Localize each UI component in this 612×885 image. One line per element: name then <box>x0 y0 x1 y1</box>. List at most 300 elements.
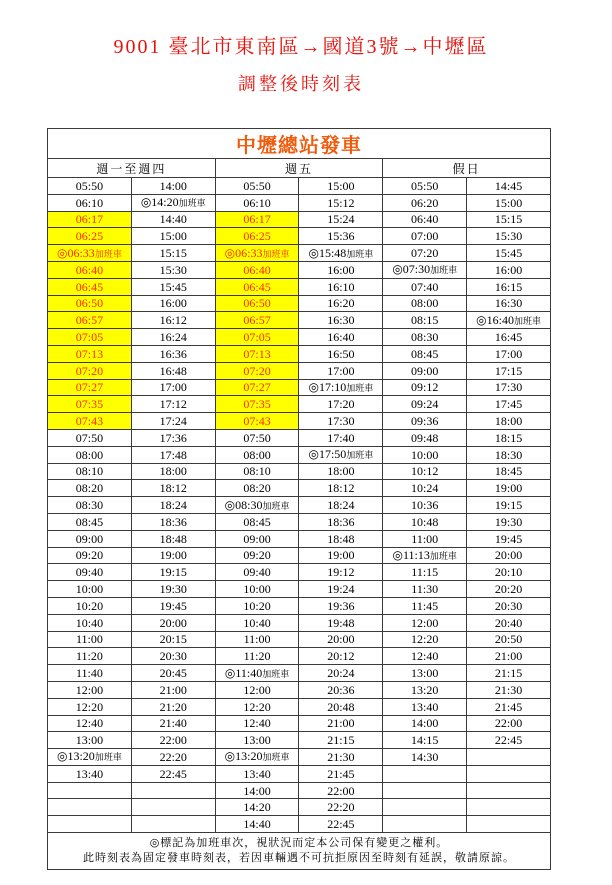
extra-departure-cell <box>299 379 383 396</box>
departure-time-cell: 22:45 <box>131 765 215 782</box>
extra-departure-cell <box>299 245 383 262</box>
departure-time-cell: 15:00 <box>299 178 383 195</box>
departure-time-cell: 14:30 <box>383 749 467 766</box>
departure-time-cell: 18:48 <box>299 530 383 547</box>
schedule-row <box>48 178 551 195</box>
departure-time-cell: 17:40 <box>299 429 383 446</box>
departure-time-cell: 21:40 <box>131 715 215 732</box>
departure-time-cell: 22:00 <box>299 782 383 799</box>
departure-time-cell: 16:48 <box>131 362 215 379</box>
departure-time-cell: 20:00 <box>131 614 215 631</box>
departure-time-cell: 20:24 <box>299 665 383 682</box>
departure-time-cell: 16:12 <box>131 312 215 329</box>
departure-time-cell: 08:45 <box>48 513 132 530</box>
empty-cell <box>467 816 551 833</box>
departure-time-cell: 17:30 <box>467 379 551 396</box>
departure-time-cell: 20:20 <box>467 581 551 598</box>
schedule-row <box>48 379 551 396</box>
schedule-row <box>48 581 551 598</box>
departure-time-cell: 07:35 <box>215 396 299 413</box>
departure-time-cell: 15:30 <box>131 261 215 278</box>
schedule-row <box>48 429 551 446</box>
departure-time-cell: 17:45 <box>467 396 551 413</box>
departure-time-cell: 12:00 <box>48 681 132 698</box>
schedule-row <box>48 665 551 682</box>
departure-time-cell: 19:15 <box>131 564 215 581</box>
departure-time-cell: 18:36 <box>131 513 215 530</box>
extra-service-label: 加班車 <box>178 198 206 209</box>
departure-time-cell: 11:30 <box>383 581 467 598</box>
notes-row <box>48 833 551 870</box>
departure-time-cell: 07:27 <box>48 379 132 396</box>
extra-service-label: 加班車 <box>346 248 374 259</box>
extra-departure-cell <box>215 665 299 682</box>
departure-time-cell: 20:40 <box>467 614 551 631</box>
extra-departure-cell <box>48 245 132 262</box>
departure-time-cell: 20:10 <box>467 564 551 581</box>
departure-time-cell: 08:20 <box>48 480 132 497</box>
departure-time-cell: 17:00 <box>131 379 215 396</box>
departure-time-cell: 19:00 <box>467 480 551 497</box>
departure-time-cell: 11:40 <box>48 665 132 682</box>
departure-time-cell: 06:17 <box>215 211 299 228</box>
schedule-row <box>48 345 551 362</box>
departure-time-cell: 21:00 <box>299 715 383 732</box>
departure-time-cell: 08:10 <box>215 463 299 480</box>
departure-time-cell: 09:40 <box>48 564 132 581</box>
departure-time-cell: 09:20 <box>48 547 132 564</box>
extra-service-label: 加班車 <box>262 248 290 259</box>
departure-time-cell: 06:20 <box>383 194 467 211</box>
schedule-row <box>48 530 551 547</box>
extra-departure-cell <box>215 245 299 262</box>
empty-cell <box>383 799 467 816</box>
departure-time-cell: 22:00 <box>131 732 215 749</box>
departure-time-cell: 20:50 <box>467 631 551 648</box>
timetable-footer <box>48 833 551 870</box>
departure-time-cell: 18:30 <box>467 446 551 463</box>
schedule-row <box>48 547 551 564</box>
schedule-body <box>48 178 551 833</box>
departure-time-cell: 16:30 <box>299 312 383 329</box>
departure-time: ◎15:48 <box>308 245 347 260</box>
departure-time-cell: 15:36 <box>299 228 383 245</box>
departure-time-cell: 14:00 <box>215 782 299 799</box>
extra-departure-cell <box>299 446 383 463</box>
departure-time-cell: 10:40 <box>48 614 132 631</box>
schedule-row <box>48 480 551 497</box>
schedule-row <box>48 413 551 430</box>
departure-time-cell: 07:13 <box>215 345 299 362</box>
extra-service-label: 加班車 <box>346 450 374 461</box>
departure-time-cell: 21:45 <box>467 698 551 715</box>
departure-time-cell: 12:40 <box>215 715 299 732</box>
departure-station-heading: 中壢總站發車 <box>48 129 551 159</box>
departure-time-cell: 10:00 <box>215 581 299 598</box>
notes-cell <box>48 833 551 870</box>
departure-time-cell: 20:30 <box>467 597 551 614</box>
departure-time: ◎08:30 <box>224 497 263 512</box>
departure-time-cell: 09:48 <box>383 429 467 446</box>
departure-time-cell: 07:43 <box>215 413 299 430</box>
departure-time-cell: 21:45 <box>299 765 383 782</box>
departure-time-cell: 17:12 <box>131 396 215 413</box>
departure-time-cell: 19:00 <box>299 547 383 564</box>
departure-time-cell: 14:15 <box>383 732 467 749</box>
departure-time-cell: 15:45 <box>131 278 215 295</box>
departure-time-cell: 18:00 <box>299 463 383 480</box>
timetable <box>47 128 551 870</box>
departure-time-cell: 06:10 <box>48 194 132 211</box>
departure-time-cell: 20:12 <box>299 648 383 665</box>
departure-time: ◎11:13 <box>392 547 430 562</box>
extra-service-label: 加班車 <box>430 265 458 276</box>
departure-time: ◎17:10 <box>308 379 347 394</box>
empty-cell <box>467 799 551 816</box>
extra-service-note: ◎標記為加班車次，視狀況而定本公司保有變更之權利。 <box>149 837 449 850</box>
departure-time-cell: 19:24 <box>299 581 383 598</box>
departure-time: ◎07:30 <box>392 262 431 277</box>
departure-time-cell: 11:20 <box>215 648 299 665</box>
departure-time-cell: 18:12 <box>299 480 383 497</box>
departure-time-cell: 06:50 <box>215 295 299 312</box>
departure-time-cell: 08:15 <box>383 312 467 329</box>
empty-cell <box>467 765 551 782</box>
schedule-row <box>48 497 551 514</box>
departure-time-cell: 11:45 <box>383 597 467 614</box>
empty-cell <box>383 782 467 799</box>
route-title: 9001 臺北市東南區→國道3號→中壢區 <box>113 36 489 58</box>
departure-time-cell: 06:45 <box>48 278 132 295</box>
departure-time-cell: 18:24 <box>299 497 383 514</box>
departure-time-cell: 19:36 <box>299 597 383 614</box>
schedule-row <box>48 362 551 379</box>
extra-service-label: 加班車 <box>94 248 122 259</box>
empty-cell <box>467 782 551 799</box>
departure-time-cell: 09:24 <box>383 396 467 413</box>
schedule-row <box>48 194 551 211</box>
schedule-row <box>48 245 551 262</box>
extra-departure-cell <box>215 497 299 514</box>
departure-time-cell: 14:45 <box>467 178 551 195</box>
day-group-fri: 週五 <box>215 159 383 178</box>
departure-time-cell: 20:48 <box>299 698 383 715</box>
departure-time-cell: 06:40 <box>48 261 132 278</box>
schedule-row <box>48 513 551 530</box>
departure-time-cell: 17:48 <box>131 446 215 463</box>
departure-time-cell: 10:00 <box>383 446 467 463</box>
departure-time-cell: 22:45 <box>467 732 551 749</box>
extra-departure-cell <box>383 261 467 278</box>
departure-time-cell: 18:24 <box>131 497 215 514</box>
departure-time-cell: 16:00 <box>131 295 215 312</box>
heading-row <box>48 129 551 159</box>
departure-time-cell: 07:35 <box>48 396 132 413</box>
schedule-row <box>48 446 551 463</box>
departure-time-cell: 11:00 <box>383 530 467 547</box>
departure-time-cell: 21:15 <box>299 732 383 749</box>
schedule-row <box>48 278 551 295</box>
schedule-row <box>48 816 551 833</box>
departure-time: ◎16:40 <box>476 312 514 327</box>
departure-time-cell: 08:00 <box>48 446 132 463</box>
departure-time: ◎14:20 <box>140 195 179 210</box>
departure-time-cell: 07:40 <box>383 278 467 295</box>
departure-time: ◎11:40 <box>224 665 263 680</box>
departure-time-cell: 07:20 <box>215 362 299 379</box>
empty-cell <box>131 816 215 833</box>
departure-time-cell: 19:30 <box>467 513 551 530</box>
departure-time-cell: 15:00 <box>131 228 215 245</box>
departure-time-cell: 05:50 <box>383 178 467 195</box>
departure-time-cell: 13:20 <box>383 681 467 698</box>
departure-time-cell: 10:00 <box>48 581 132 598</box>
departure-time-cell: 07:05 <box>215 329 299 346</box>
empty-cell <box>48 782 132 799</box>
schedule-row <box>48 597 551 614</box>
departure-time-cell: 18:12 <box>131 480 215 497</box>
departure-time-cell: 15:12 <box>299 194 383 211</box>
departure-time-cell: 14:40 <box>131 211 215 228</box>
schedule-row <box>48 396 551 413</box>
departure-time-cell: 19:00 <box>131 547 215 564</box>
empty-cell <box>131 782 215 799</box>
departure-time-cell: 20:30 <box>131 648 215 665</box>
departure-time-cell: 20:45 <box>131 665 215 682</box>
departure-time-cell: 22:20 <box>131 749 215 766</box>
departure-time-cell: 12:00 <box>215 681 299 698</box>
departure-time-cell: 12:20 <box>215 698 299 715</box>
extra-departure-cell <box>467 312 551 329</box>
departure-time-cell: 06:45 <box>215 278 299 295</box>
departure-time-cell: 07:27 <box>215 379 299 396</box>
departure-time-cell: 07:05 <box>48 329 132 346</box>
departure-time-cell: 15:00 <box>467 194 551 211</box>
empty-cell <box>48 799 132 816</box>
departure-time-cell: 06:50 <box>48 295 132 312</box>
departure-time-cell: 09:12 <box>383 379 467 396</box>
empty-cell <box>383 765 467 782</box>
departure-time-cell: 19:12 <box>299 564 383 581</box>
departure-time-cell: 17:15 <box>467 362 551 379</box>
departure-time-cell: 15:30 <box>467 228 551 245</box>
empty-cell <box>383 816 467 833</box>
departure-time-cell: 16:00 <box>467 261 551 278</box>
departure-time-cell: 14:40 <box>215 816 299 833</box>
empty-cell <box>131 799 215 816</box>
departure-time-cell: 19:45 <box>131 597 215 614</box>
day-group-mon-thu: 週一至週四 <box>48 159 216 178</box>
departure-time-cell: 22:20 <box>299 799 383 816</box>
departure-time: ◎13:20 <box>57 749 95 764</box>
extra-departure-cell <box>383 547 467 564</box>
schedule-row <box>48 765 551 782</box>
schedule-row <box>48 648 551 665</box>
departure-time-cell: 10:24 <box>383 480 467 497</box>
departure-time-cell: 17:36 <box>131 429 215 446</box>
departure-time-cell: 17:20 <box>299 396 383 413</box>
delay-disclaimer-note: 此時刻表為固定發車時刻表，若因車輛遇不可抗拒原因至時刻有延誤，敬請原諒。 <box>83 852 515 865</box>
departure-time: ◎06:33 <box>224 245 263 260</box>
departure-time-cell: 13:00 <box>215 732 299 749</box>
departure-time-cell: 10:20 <box>215 597 299 614</box>
schedule-row <box>48 211 551 228</box>
departure-time-cell: 05:50 <box>48 178 132 195</box>
departure-time-cell: 10:36 <box>383 497 467 514</box>
departure-time-cell: 08:30 <box>383 329 467 346</box>
departure-time-cell: 08:00 <box>215 446 299 463</box>
departure-time-cell: 07:50 <box>215 429 299 446</box>
departure-time-cell: 14:20 <box>215 799 299 816</box>
departure-time-cell: 20:00 <box>299 631 383 648</box>
departure-time-cell: 11:15 <box>383 564 467 581</box>
departure-time-cell: 06:40 <box>383 211 467 228</box>
departure-time-cell: 18:36 <box>299 513 383 530</box>
departure-time-cell: 16:50 <box>299 345 383 362</box>
departure-time-cell: 22:00 <box>467 715 551 732</box>
timetable-subtitle: 調整後時刻表 <box>238 74 364 94</box>
departure-time-cell: 16:24 <box>131 329 215 346</box>
departure-time-cell: 06:17 <box>48 211 132 228</box>
departure-time-cell: 10:20 <box>48 597 132 614</box>
departure-time-cell: 18:00 <box>467 413 551 430</box>
departure-time-cell: 10:40 <box>215 614 299 631</box>
schedule-row <box>48 312 551 329</box>
departure-time-cell: 05:50 <box>215 178 299 195</box>
schedule-row <box>48 799 551 816</box>
empty-cell <box>48 816 132 833</box>
schedule-row <box>48 715 551 732</box>
extra-departure-cell <box>215 749 299 766</box>
departure-time-cell: 09:00 <box>215 530 299 547</box>
departure-time-cell: 15:15 <box>131 245 215 262</box>
departure-time-cell: 16:30 <box>467 295 551 312</box>
timetable-header <box>48 129 551 178</box>
departure-time-cell: 21:00 <box>467 648 551 665</box>
schedule-row <box>48 732 551 749</box>
departure-time-cell: 06:10 <box>215 194 299 211</box>
departure-time-cell: 16:45 <box>467 329 551 346</box>
departure-time: ◎06:33 <box>57 245 95 260</box>
schedule-row <box>48 564 551 581</box>
schedule-row <box>48 614 551 631</box>
departure-time-cell: 09:40 <box>215 564 299 581</box>
departure-time-cell: 08:00 <box>383 295 467 312</box>
schedule-row <box>48 782 551 799</box>
departure-time-cell: 13:40 <box>215 765 299 782</box>
departure-time-cell: 13:00 <box>48 732 132 749</box>
departure-time-cell: 10:48 <box>383 513 467 530</box>
departure-time-cell: 16:36 <box>131 345 215 362</box>
departure-time-cell: 07:50 <box>48 429 132 446</box>
departure-time-cell: 21:30 <box>299 749 383 766</box>
schedule-row <box>48 681 551 698</box>
departure-time-cell: 06:57 <box>215 312 299 329</box>
schedule-row <box>48 698 551 715</box>
departure-time-cell: 17:00 <box>467 345 551 362</box>
departure-time-cell: 13:40 <box>383 698 467 715</box>
departure-time: ◎17:50 <box>308 447 347 462</box>
departure-time-cell: 08:30 <box>48 497 132 514</box>
departure-time-cell: 08:20 <box>215 480 299 497</box>
departure-time-cell: 18:00 <box>131 463 215 480</box>
departure-time-cell: 12:20 <box>48 698 132 715</box>
departure-time-cell: 08:10 <box>48 463 132 480</box>
departure-time-cell: 07:20 <box>383 245 467 262</box>
departure-time-cell: 17:24 <box>131 413 215 430</box>
departure-time-cell: 20:36 <box>299 681 383 698</box>
extra-service-label: 加班車 <box>262 668 290 679</box>
departure-time-cell: 09:20 <box>215 547 299 564</box>
extra-service-label: 加班車 <box>262 752 290 763</box>
departure-time-cell: 12:00 <box>383 614 467 631</box>
departure-time-cell: 09:00 <box>48 530 132 547</box>
departure-time-cell: 14:00 <box>131 178 215 195</box>
departure-time-cell: 15:24 <box>299 211 383 228</box>
departure-time-cell: 09:00 <box>383 362 467 379</box>
departure-time-cell: 12:40 <box>383 648 467 665</box>
departure-time-cell: 20:00 <box>467 547 551 564</box>
departure-time-cell: 10:12 <box>383 463 467 480</box>
departure-time-cell: 21:30 <box>467 681 551 698</box>
departure-time-cell: 16:15 <box>467 278 551 295</box>
departure-time-cell: 07:00 <box>383 228 467 245</box>
departure-time-cell: 22:45 <box>299 816 383 833</box>
extra-service-label: 加班車 <box>513 315 541 326</box>
departure-time-cell: 06:25 <box>215 228 299 245</box>
extra-service-label: 加班車 <box>346 382 374 393</box>
departure-time-cell: 16:10 <box>299 278 383 295</box>
departure-time-cell: 19:30 <box>131 581 215 598</box>
departure-time-cell: 06:40 <box>215 261 299 278</box>
departure-time-cell: 14:00 <box>383 715 467 732</box>
departure-time-cell: 08:45 <box>383 345 467 362</box>
departure-time-cell: 08:45 <box>215 513 299 530</box>
departure-time-cell: 21:15 <box>467 665 551 682</box>
departure-time-cell: 17:30 <box>299 413 383 430</box>
departure-time-cell: 13:40 <box>48 765 132 782</box>
departure-time-cell: 07:13 <box>48 345 132 362</box>
departure-time-cell: 17:00 <box>299 362 383 379</box>
schedule-row <box>48 631 551 648</box>
departure-time-cell: 18:15 <box>467 429 551 446</box>
extra-service-label: 加班車 <box>262 500 290 511</box>
departure-time-cell: 06:57 <box>48 312 132 329</box>
day-group-holiday: 假日 <box>383 159 551 178</box>
departure-time-cell: 15:45 <box>467 245 551 262</box>
schedule-row <box>48 749 551 766</box>
departure-time-cell: 20:15 <box>131 631 215 648</box>
departure-time-cell: 11:20 <box>48 648 132 665</box>
departure-time-cell: 18:48 <box>131 530 215 547</box>
departure-time-cell: 16:00 <box>299 261 383 278</box>
departure-time-cell: 09:36 <box>383 413 467 430</box>
departure-time-cell: 07:20 <box>48 362 132 379</box>
departure-time-cell: 19:45 <box>467 530 551 547</box>
day-group-row <box>48 159 551 178</box>
departure-time-cell: 19:15 <box>467 497 551 514</box>
departure-time-cell: 21:00 <box>131 681 215 698</box>
empty-cell <box>467 749 551 766</box>
extra-departure-cell <box>48 749 132 766</box>
departure-time-cell: 06:25 <box>48 228 132 245</box>
departure-time-cell: 11:00 <box>48 631 132 648</box>
schedule-row <box>48 295 551 312</box>
departure-time-cell: 21:20 <box>131 698 215 715</box>
schedule-row <box>48 463 551 480</box>
extra-departure-cell <box>131 194 215 211</box>
schedule-row <box>48 261 551 278</box>
